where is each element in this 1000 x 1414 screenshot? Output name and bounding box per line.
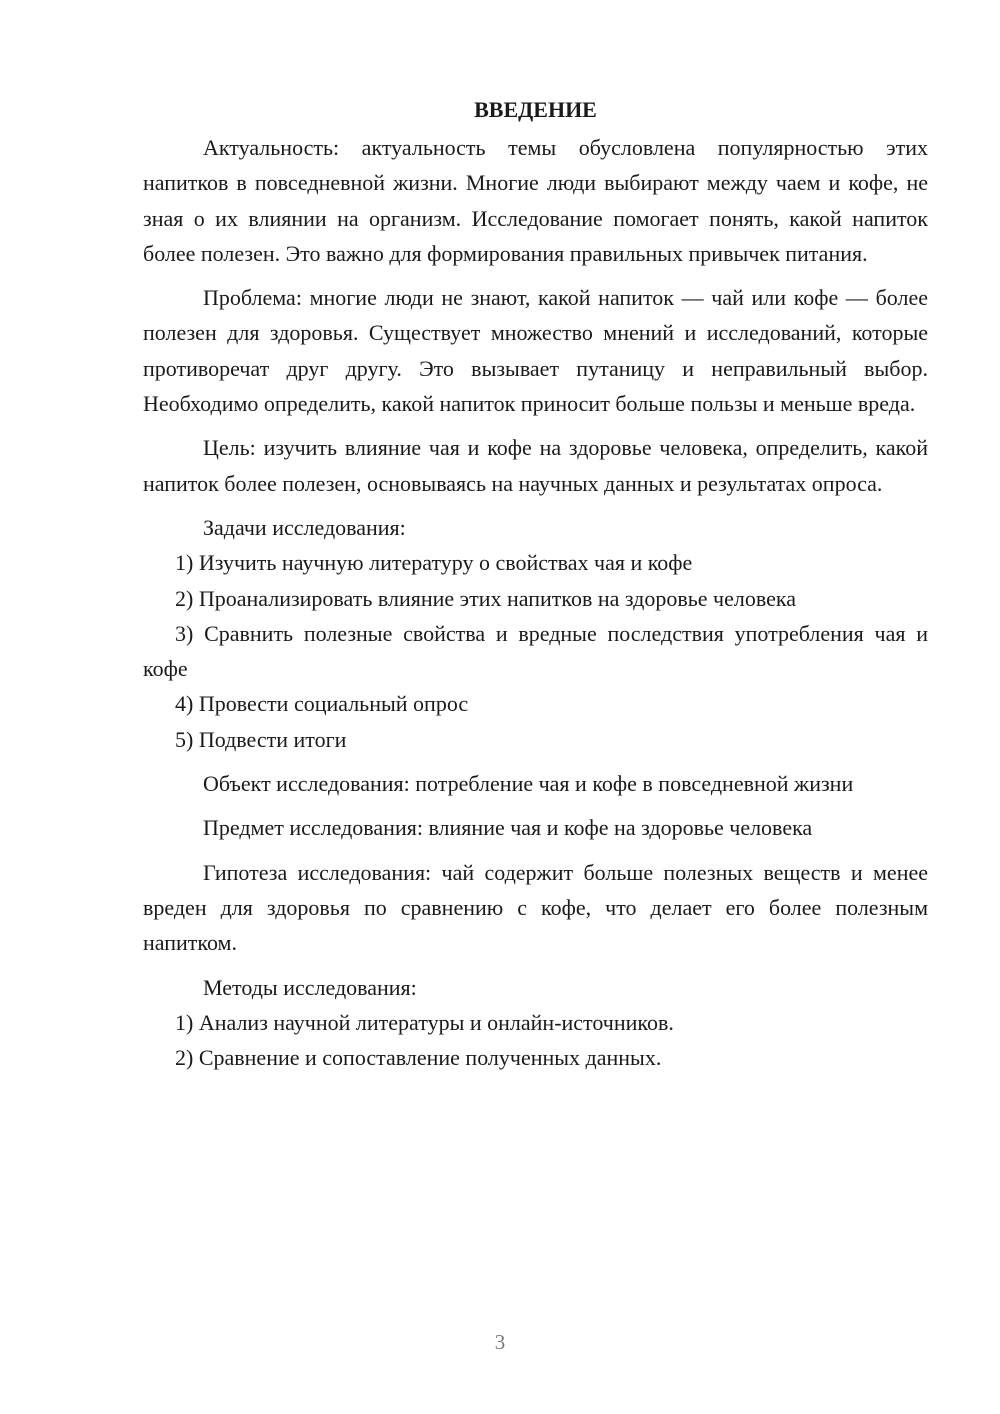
tasks-heading: Задачи исследования:	[203, 514, 406, 540]
object-paragraph: Объект исследования: потребление чая и кофе в повседневной жизни	[203, 771, 854, 797]
task-item: 3) Сравнить полезные свойства и вредные последствия употребления чая и кофе	[143, 620, 928, 682]
hypothesis-paragraph: Гипотеза исследования: чай содержит больше полезных веществ и менее вреден для здоровья по сравнению с кофе, что делает его более полезным напитком.	[143, 859, 928, 956]
method-item: 1) Анализ научной литературы и онлайн-источников.	[175, 1009, 674, 1035]
task-item: 1) Изучить научную литературу о свойствах чая и кофе	[175, 550, 693, 576]
subject-paragraph: Предмет исследования: влияние чая и кофе на здоровье человека	[203, 815, 813, 841]
task-item: 2) Проанализировать влияние этих напитков на здоровье человека	[175, 585, 797, 611]
task-item: 5) Подвести итоги	[175, 726, 347, 752]
page-content	[143, 92, 928, 1075]
methods-heading: Методы исследования:	[203, 974, 417, 1000]
goal-paragraph: Цель: изучить влияние чая и кофе на здоровье человека, определить, какой напиток более полезен, основываясь на научных данных и результатах опроса.	[143, 435, 928, 496]
problem-paragraph: Проблема: многие люди не знают, какой напиток — чай или кофе — более полезен для здоровья. Существует множество мнений и исследований, которые противоречат друг другу. Это вызывает путаницу и неправильный выбор. Необходимо определить, какой напиток приносит больше пользы и меньше вреда.	[143, 285, 928, 417]
relevance-paragraph: Актуальность: актуальность темы обусловлена популярностью этих напитков в повседневной жизни. Многие люди выбирают между чаем и кофе, не зная о их влиянии на организм. Исследование помогает понять, какой напиток более полезен. Это важно для формирования правильных привычек питания.	[143, 135, 928, 266]
section-title: ВВЕДЕНИЕ	[474, 97, 597, 122]
method-item: 2) Сравнение и сопоставление полученных данных.	[175, 1045, 662, 1071]
task-item: 4) Провести социальный опрос	[175, 691, 469, 717]
page-number: 3	[494, 1330, 506, 1354]
